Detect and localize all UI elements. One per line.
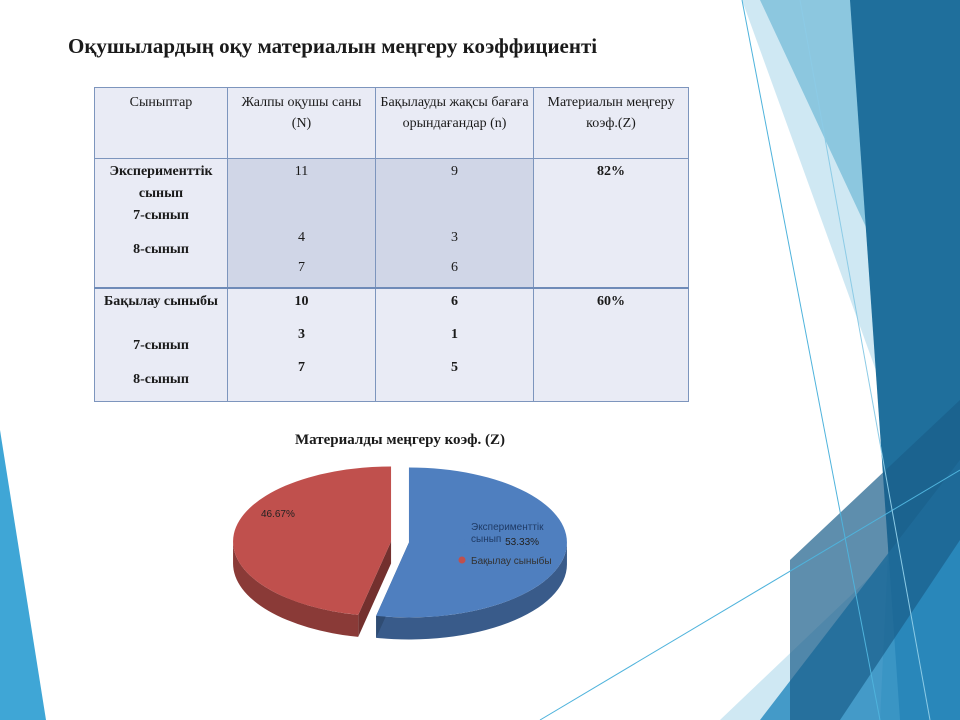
cell-z bbox=[534, 288, 689, 402]
header-good-grades: Бақылауды жақсы бағаға орындағандар (n) bbox=[376, 88, 534, 159]
pie-layer bbox=[233, 467, 567, 640]
table-header-row bbox=[95, 88, 689, 159]
cell-total bbox=[228, 288, 376, 402]
total-value: 3 bbox=[298, 327, 305, 342]
total-value: 11 bbox=[294, 164, 309, 179]
slide-title: Оқушылардың оқу материалын меңгеру коэффициенті bbox=[68, 34, 598, 58]
sub-label: 8-сынып bbox=[133, 242, 189, 257]
legend-marker bbox=[459, 557, 466, 564]
sub-label: 7-сынып bbox=[133, 338, 189, 353]
total-value: 4 bbox=[298, 230, 305, 245]
sub-label: 7-сынып bbox=[133, 208, 189, 223]
table-row-control bbox=[95, 288, 689, 402]
cell-class-label bbox=[95, 159, 228, 289]
row-label: Эксперименттік сынып bbox=[109, 164, 213, 201]
legend-label: Бақылау сыныбы bbox=[471, 556, 552, 567]
cell-good bbox=[376, 159, 534, 289]
pie-data-label: 53.33% bbox=[505, 537, 540, 549]
good-value: 1 bbox=[451, 327, 458, 342]
good-value: 9 bbox=[451, 164, 458, 179]
legend-marker bbox=[459, 539, 466, 546]
header-total-students: Жалпы оқушы саны (N) bbox=[228, 88, 376, 159]
pie-data-label: 46.67% bbox=[260, 508, 295, 520]
header-coefficient: Материалын меңгеру коэф.(Z) bbox=[534, 88, 689, 159]
sub-label: 8-сынып bbox=[133, 372, 189, 387]
pie-chart bbox=[200, 424, 600, 648]
cell-total bbox=[228, 159, 376, 289]
row-label: Бақылау сыныбы bbox=[104, 294, 218, 309]
cell-good bbox=[376, 288, 534, 402]
cell-z bbox=[534, 159, 689, 289]
total-value: 7 bbox=[298, 260, 305, 275]
good-value: 6 bbox=[451, 294, 458, 309]
table-row-experimental bbox=[95, 159, 689, 289]
total-value: 7 bbox=[298, 360, 305, 375]
legend-label: Эксперименттік сынып bbox=[471, 522, 544, 545]
chart-title: Материалды меңгеру коэф. (Z) bbox=[295, 432, 505, 448]
results-table bbox=[94, 87, 689, 402]
z-value: 82% bbox=[597, 164, 625, 179]
good-value: 5 bbox=[451, 360, 458, 375]
z-value: 60% bbox=[597, 294, 625, 309]
header-classes: Сыныптар bbox=[95, 88, 228, 159]
cell-class-label bbox=[95, 288, 228, 402]
left-accent-triangle bbox=[0, 430, 46, 720]
total-value: 10 bbox=[294, 294, 309, 309]
good-value: 3 bbox=[451, 230, 458, 245]
good-value: 6 bbox=[451, 260, 458, 275]
